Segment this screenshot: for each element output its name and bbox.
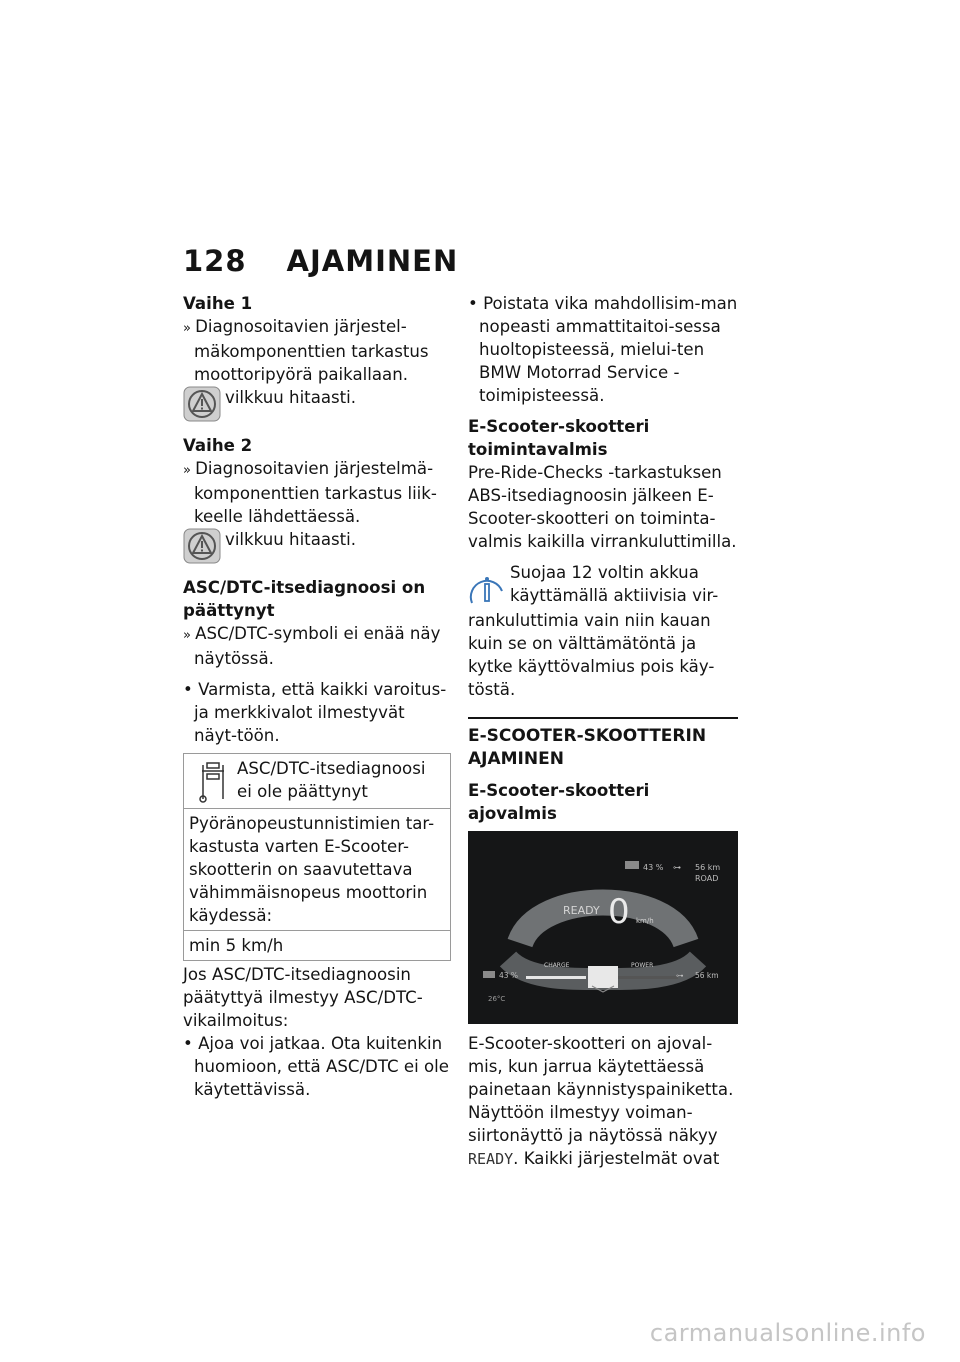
power-label: POWER — [631, 962, 654, 969]
asc-heading: ASC/DTC-itsediagnoosi on päättynyt — [183, 578, 426, 620]
right-column — [468, 292, 738, 1171]
asc-table — [183, 753, 451, 961]
battery-icon — [625, 861, 639, 869]
asc-result: » ASC/DTC-symboli ei enää näy näytössä. — [183, 624, 441, 668]
asc-bullet: • Varmista, että kaikki varoitus- ja merkkivalot ilmestyvät näyt-töön. — [183, 680, 447, 745]
bottom-battery-icon — [483, 971, 495, 978]
step2-result: » Diagnosoitavien järjestelmä-komponenttien tarkastus liik-keelle lähdettäessä. — [183, 459, 437, 526]
right-bullet: • Poistata vika mahdollisim-man nopeasti ammattitaitoi-sessa huoltopisteessä, mielui-ten BMW Motorrad Service -toimipisteessä. — [468, 294, 738, 405]
body-text-main: E-Scooter-skootteri on ajoval-mis, kun jarrua käytettäessä painetaan käynnistyspainiketta. Näyttöön ilmestyy voiman-siirtonäyttö ja näytössä näkyy — [468, 1034, 734, 1145]
step1-icon-text: vilkkuu hitaasti. — [225, 388, 357, 407]
bottom-plug-icon: ⊶ — [676, 971, 684, 980]
after-bullet-text: Ajoa voi jatkaa. Ota kuitenkin huomioon, että ASC/DTC ei ole käytettävissä. — [194, 1034, 449, 1099]
bottom-range: 56 km — [695, 971, 719, 980]
sub-heading: E-Scooter-skootteri ajovalmis — [468, 781, 650, 823]
after-bullet: • Ajoa voi jatkaa. Ota kuitenkin huomioon, että ASC/DTC ei ole käytettävissä. — [183, 1034, 449, 1099]
asc-symbol-icon — [199, 761, 227, 805]
asc-table-row2: Pyöränopeustunnistimien tar-kastusta varten E-Scooter-skootterin on saavutettava vähimmäisnopeus moottorin käydessä: — [184, 809, 451, 931]
page-number: 128 — [183, 244, 247, 278]
step1-result-text: Diagnosoitavien järjestel-mäkomponenttien tarkastus moottoripyörä paikallaan. — [194, 317, 429, 384]
ride-mode: ROAD — [695, 874, 719, 883]
step1-icon-line — [183, 386, 451, 422]
asc-table-row3: min 5 km/h — [184, 931, 451, 961]
step2-result-text: Diagnosoitavien järjestelmä-komponenttien tarkastus liik-keelle lähdettäessä. — [194, 459, 437, 526]
speed-value: 0 — [608, 892, 630, 932]
warning-triangle-icon — [183, 386, 221, 422]
ready-text: Pre-Ride-Checks -tarkastuksen ABS-itsediagnoosin jälkeen E-Scooter-skootteri on toiminta-valmis kaikilla virrankuluttimilla. — [468, 463, 737, 551]
dashboard-image — [468, 831, 738, 1024]
asc-bullet-text: Varmista, että kaikki varoitus- ja merkkivalot ilmestyvät näyt-töön. — [194, 680, 447, 745]
after-table-text: Jos ASC/DTC-itsediagnoosin päätyttyä ilmestyy ASC/DTC-vikailmoitus: — [183, 965, 423, 1030]
body-text — [468, 1032, 738, 1171]
step2-heading: Vaihe 2 — [183, 436, 253, 455]
step1-heading: Vaihe 1 — [183, 294, 253, 313]
battery-bar — [526, 976, 586, 979]
left-column — [183, 292, 451, 1101]
dashboard-display — [468, 831, 738, 1024]
top-percent: 43 % — [643, 863, 664, 872]
right-bullet-text: Poistata vika mahdollisim-man nopeasti ammattitaitoi-sessa huoltopisteessä, mielui-ten BMW Motorrad Service -toimipisteessä. — [479, 294, 738, 405]
chapter-title: AJAMINEN — [286, 244, 459, 278]
info-icon — [468, 567, 506, 609]
body-text-tail: . Kaikki järjestelmät ovat — [513, 1149, 720, 1168]
info-note — [468, 561, 738, 609]
speed-unit: km/h — [636, 917, 654, 925]
page-header — [183, 244, 458, 278]
watermark: carmanualsonline.info — [649, 1319, 926, 1347]
ready-code: READY — [468, 1150, 514, 1168]
charge-label: CHARGE — [544, 962, 570, 969]
info-rest-text: rankuluttimia vain niin kauan kuin se on välttämätöntä ja kytke käyttövalmius pois käy-töstä. — [468, 611, 715, 699]
section-heading: E-SCOOTER-SKOOTTERIN AJAMINEN — [468, 717, 738, 771]
step2-icon-line — [183, 528, 451, 564]
ready-label: READY — [563, 904, 600, 917]
temperature: 26°C — [488, 995, 506, 1003]
gauge-center — [588, 966, 618, 988]
bottom-percent: 43 % — [499, 971, 519, 980]
info-first-text: Suojaa 12 voltin akkua käyttämällä aktiivisia vir- — [510, 563, 719, 605]
asc-table-row1 — [184, 754, 451, 809]
range-bar — [618, 976, 678, 979]
asc-result-text: ASC/DTC-symboli ei enää näy näytössä. — [194, 624, 441, 668]
step1-result: » Diagnosoitavien järjestel-mäkomponenttien tarkastus moottoripyörä paikallaan. — [183, 317, 429, 384]
top-range: 56 km — [695, 863, 721, 872]
step2-icon-text: vilkkuu hitaasti. — [225, 530, 357, 549]
plug-icon: ⊶ — [673, 863, 681, 872]
asc-table-row1-text: ASC/DTC-itsediagnoosi ei ole päättynyt — [237, 759, 426, 801]
warning-triangle-icon — [183, 528, 221, 564]
ready-heading: E-Scooter-skootteri toimintavalmis — [468, 417, 650, 459]
gauge-arc — [520, 903, 686, 944]
